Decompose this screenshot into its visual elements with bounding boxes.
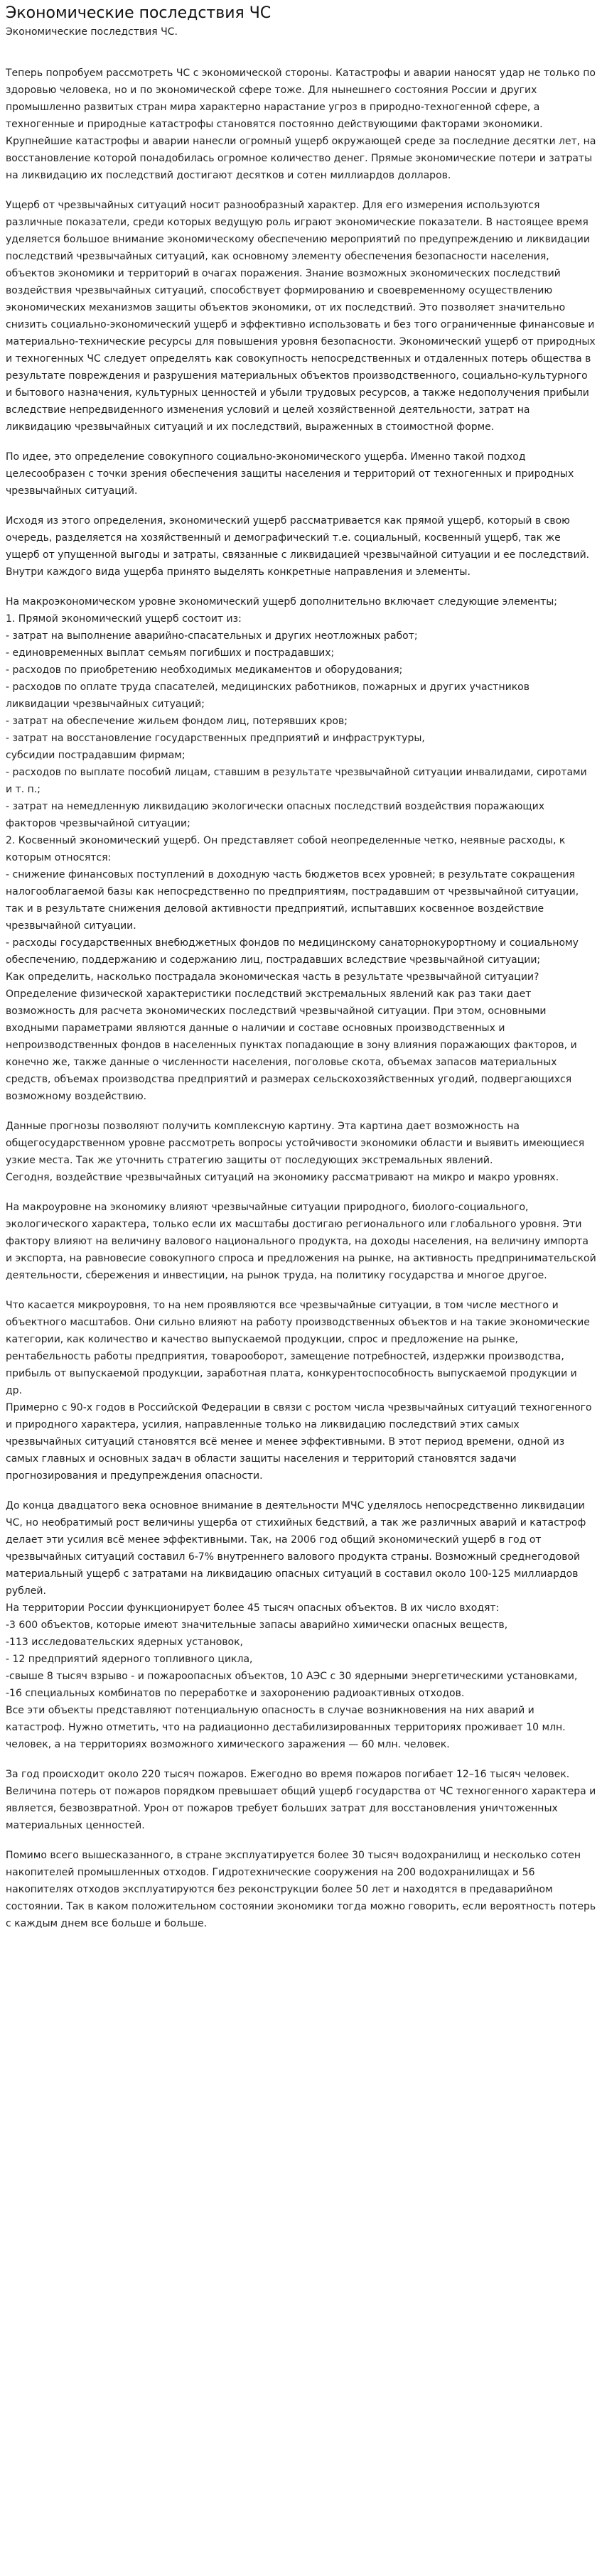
paragraph-emercom: До конца двадцатого века основное внимание в деятельности МЧС уделялось непосредственно ликвидации ЧС, но необратимый рост величины ущерба от стихийных бедствий, а так же различных аварий и катастроф делает эти усилия всё менее эффективными. Так, на 2006 год общий экономический ущерб в год от чрезвычайных ситуаций составил 6-7% внутреннего валового продукта страны. Возможный среднегодовой материальный ущерб с затратами на ликвидацию опасных ситуаций в составил около 100-125 миллиардов рублей. На территории России функционирует более 45 тысяч опасных объектов. В их число входят: -3 600 объектов, которые имеют значительные запасы аварийно химически опасных веществ, -113 исследовательских ядерных установок, - 12 предприятий ядерного топливного цикла, -свыше 8 тысяч взрыво - и пожароопасных объектов, 10 АЭС с 30 ядерными энергетическими установками, -16 специальных комбинатов по переработке и захоронению радиоактивных отходов. Все эти объекты представляют потенциальную опасность в случае возникновения на них аварий и катастроф. Нужно отметить, что на радиационно дестабилизированных территориях проживает 10 млн. человек, а на территориях возможного химического заражения — 60 млн. человек.: [6, 1500, 586, 1750]
page-subtitle: Экономические последствия ЧС.: [6, 26, 178, 38]
paragraph-macro-level: На макроуровне на экономику влияют чрезвычайные ситуации природного, биолого-социального, экологического характера, только если их масштабы достигаю регионального или глобального уровня. Эти фактору влияют на величину валового национального продукта, на доходы населения, на величину импорта и экспорта, на равновесие совокупного спроса и предложения на рынке, на активность предпринимательской деятельности, сбережения и инвестиции, на рынок труда, на политику государства и многое другое.: [6, 1202, 596, 1281]
paragraph-intro: Теперь попробуем рассмотреть ЧС с экономической стороны. Катастрофы и аварии наносят удар не только по здоровью человека, но и по экономической сфере тоже. Для нынешнего состояния России и других промышленно развитых стран мира характерно нарастание угроз в природно-техногенной сфере, а техногенные и природные катастрофы становятся постоянно действующими факторами экономики. Крупнейшие катастрофы и аварии нанесли огромный ущерб окружающей среде за последние десятки лет, на восстановление которой понадобилась огромное количество денег. Прямые экономические потери и затраты на ликвидацию их последствий достигают десятков и сотен миллиардов долларов.: [6, 68, 596, 181]
paragraph-reservoirs: Помимо всего вышесказанного, в стране эксплуатируется более 30 тысяч водохранилищ и несколько сотен накопителей промышленных отходов. Гидротехнические сооружения на 200 водохранилищах и 56 накопителях отходов эксплуатируются без реконструкции более 50 лет и находятся в предаварийном состоянии. Так в каком положительном состоянии экономики тогда можно говорить, если вероятность потерь с каждым днем все больше и больше.: [6, 1850, 596, 1929]
paragraph-damage-character: Ущерб от чрезвычайных ситуаций носит разнообразный характер. Для его измерения используются различные показатели, среди которых ведущую роль играют экономические показатели. В настоящее время уделяется большое внимание экономическому обеспечению мероприятий по предупреждению и ликвидации последствий чрезвычайных ситуаций, как основному элементу обеспечения безопасности населения, объектов экономики и территорий в очагах поражения. Знание возможных экономических последствий воздействия чрезвычайных ситуаций, способствует формированию и своевременному осуществлению экономических механизмов защиты объектов экономики, от их последствий. Это позволяет значительно снизить социально-экономический ущерб и эффективно использовать и без того ограниченные финансовые и материально-технические ресурсы для повышения уровня безопасности. Экономический ущерб от природных и техногенных ЧС следует определять как совокупность непосредственных и отдаленных потерь общества в результате повреждения и разрушения материальных объектов производственного, социально-культурного и бытового назначения, культурных ценностей и убыли трудовых ресурсов, а также недополучения прибыли вследствие непредвиденного изменения условий и целей хозяйственной деятельности, затрат на ликвидацию чрезвычайных ситуаций и их последствий, выраженных в стоимостной форме.: [6, 200, 596, 433]
paragraph-damage-types: Исходя из этого определения, экономический ущерб рассматривается как прямой ущерб, который в свою очередь, разделяется на хозяйственный и демографический т.е. социальный, косвенный ущерб, так же ущерб от упущенной выгоды и затраты, связанные с ликвидацией чрезвычайной ситуации и ее последствий. Внутри каждого вида ущерба принято выделять конкретные направления и элементы.: [6, 515, 590, 578]
paragraph-forecasts: Данные прогнозы позволяют получить комплексную картину. Эта картина дает возможность на общегосударственном уровне рассмотреть вопросы устойчивости экономики области и выявить имеющиеся узкие места. Так же уточнить стратегию защиты от последующих экстремальных явлений. Сегодня, воздействие чрезвычайных ситуаций на экономику рассматривают на микро и макро уровнях.: [6, 1121, 585, 1183]
paragraph-micro-level: Что касается микроуровня, то на нем проявляются все чрезвычайные ситуации, в том числе местного и объектного масштабов. Они сильно влияют на работу производственных объектов и на такие экономические категории, как количество и качество выпускаемой продукции, спрос и предложение на рынке, рентабельность работы предприятия, товарооборот, замещение потребностей, издержки производства, прибыль от выпускаемой продукции, заработная плата, конкурентоспособность выпускаемой продукции и др. Примерно с 90-х годов в Российской Федерации в связи с ростом числа чрезвычайных ситуаций техногенного и природного характера, усилия, направленные только на ликвидацию последствий этих самых чрезвычайных ситуаций становятся всё менее и менее эффективными. В этот период времени, одной из самых главных и основных задач в области защиты населения и территорий становятся задачи прогнозирования и предупреждения опасности.: [6, 1300, 592, 1482]
paragraph-definition: По идее, это определение совокупного социально-экономического ущерба. Именно такой подход целесообразен с точки зрения обеспечения защиты населения и территорий от техногенных и природных чрезвычайных ситуаций.: [6, 451, 574, 497]
article-body: [6, 65, 596, 1932]
paragraph-fires: За год происходит около 220 тысяч пожаров. Ежегодно во время пожаров погибает 12–16 тысяч человек. Величина потерь от пожаров порядком превышает общий ущерб государства от ЧС техногенного характера и является, безвозвратной. Урон от пожаров требует больших затрат для восстановления уничтоженных материальных ценностей.: [6, 1769, 596, 1831]
paragraph-macro-elements: На макроэкономическом уровне экономический ущерб дополнительно включает следующие элементы; 1. Прямой экономический ущерб состоит из: - затрат на выполнение аварийно-спасательных и других неотложных работ; - единовременных выплат семьям погибших и пострадавших; - расходов по приобретению необходимых медикаментов и оборудования; - расходов по оплате труда спасателей, медицинских работников, пожарных и других участников ликвидации чрезвычайных ситуаций; - затрат на обеспечение жильем фондом лиц, потерявших кров; - затрат на восстановление государственных предприятий и инфраструктуры, субсидии пострадавшим фирмам; - расходов по выплате пособий лицам, ставшим в результате чрезвычайной ситуации инвалидами, сиротами и т. п.; - затрат на немедленную ликвидацию экологически опасных последствий воздействия поражающих факторов чрезвычайной ситуации; 2. Косвенный экономический ущерб. Он представляет собой неопределенные четко, неявные расходы, к которым относятся: - снижение финансовых поступлений в доходную часть бюджетов всех уровней; в результате сокращения налогооблагаемой базы как непосредственно по предприятиям, пострадавшим от чрезвычайной ситуации, так и в результате снижения деловой активности предприятий, испытавших косвенное воздействие чрезвычайной ситуации. - расходы государственных внебюджетных фондов по медицинскому санаторнокурортному и социальному обеспечению, поддержанию и содержанию лиц, пострадавших вследствие чрезвычайной ситуации; Как определить, насколько пострадала экономическая часть в результате чрезвычайной ситуации? Определение физической характеристики последствий экстремальных явлений как раз таки дает возможность для расчета экономических последствий чрезвычайной ситуации. При этом, основными входными параметрами являются данные о наличии и составе основных производственных и непроизводственных фондов в населенных пунктах попадающие в зону влияния поражающих факторов, и конечно же, также данные о численности населения, поголовье скота, объемах запасов материальных средств, объемах производства предприятий и размерах сельскохозяйственных угодий, подвергающихся возможному воздействию.: [6, 596, 587, 1102]
page-title: Экономические последствия ЧС: [6, 4, 272, 22]
